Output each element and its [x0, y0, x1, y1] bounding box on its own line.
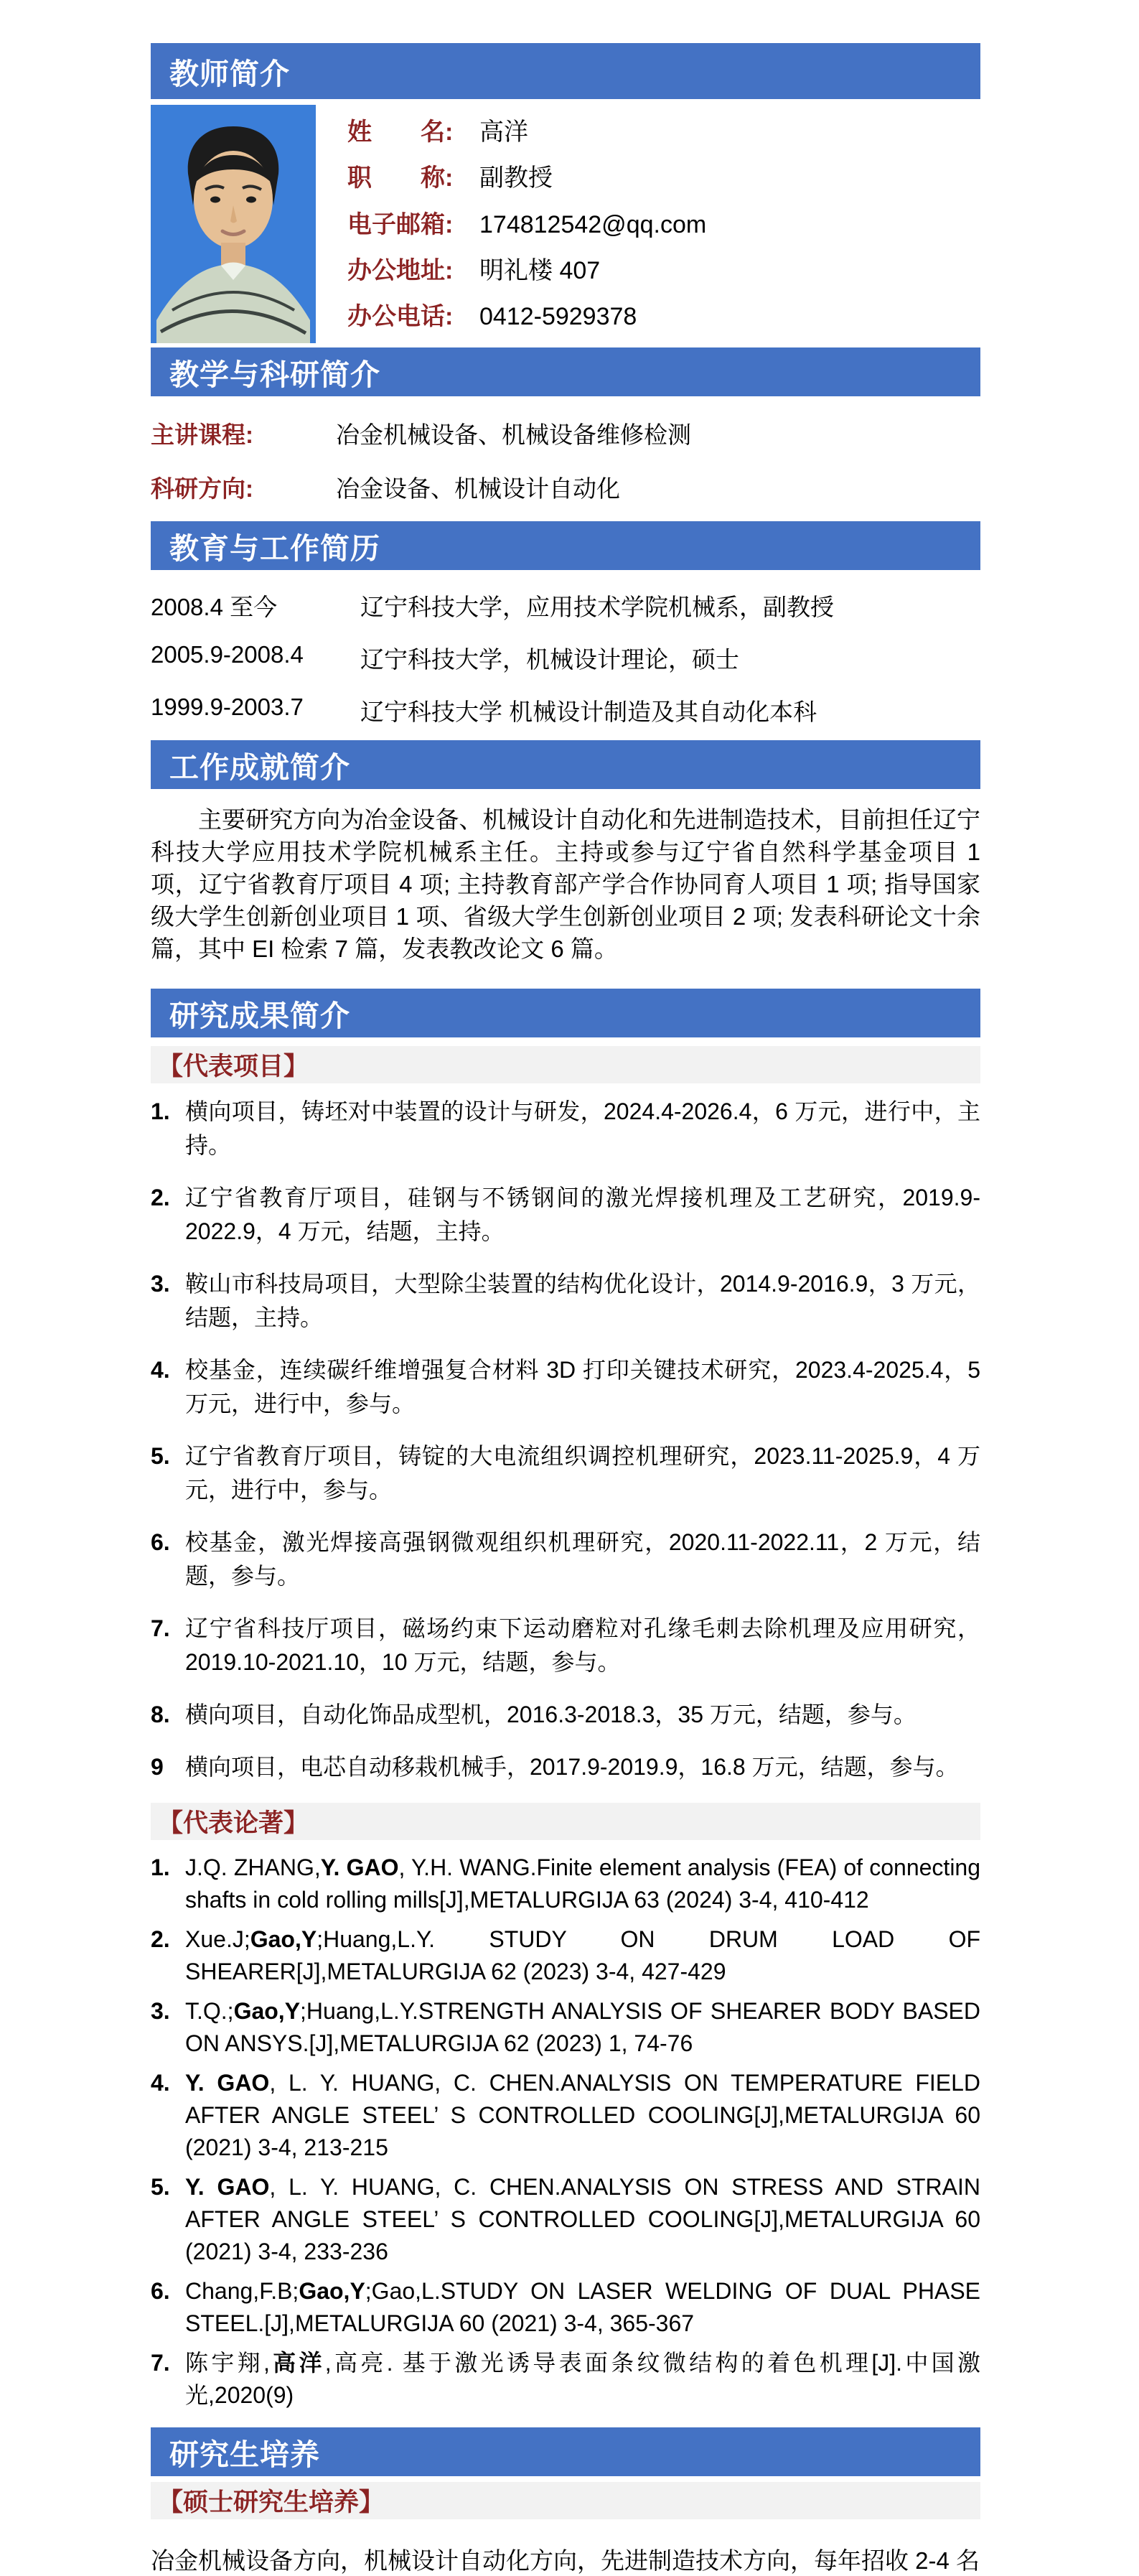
project-item	[151, 1526, 980, 1593]
row-value: 冶金机械设备、机械设备维修检测	[336, 421, 691, 448]
profile-section	[151, 105, 980, 343]
text-segment: , Y.H. WANG.Finite element analysis (FEA) of connecting shafts in cold rolling mills[J],METALURGIJA 63 (2024) 3-4, 410-412	[185, 1854, 981, 1913]
project-text: 辽宁省教育厅项目，铸锭的大电流组织调控机理研究，2023.11-2025.9，4 万元，进行中，参与。	[185, 1443, 980, 1503]
project-text: 横向项目，自动化饰品成型机，2016.3-2018.3，35 万元，结题，参与。	[185, 1702, 917, 1727]
section-header-research	[151, 989, 980, 1037]
teaching-row-direction	[151, 470, 980, 504]
item-number: 6.	[151, 1529, 170, 1555]
graduate-recruit-line: 冶金机械设备方向，机械设计自动化方向，先进制造技术方向，每年招收 2-4 名	[151, 2547, 980, 2574]
subsection-heading-projects	[151, 1046, 980, 1083]
author-highlight: Y. GAO	[185, 2070, 270, 2096]
publication-text	[185, 2347, 980, 2412]
section-title: 教师简介	[169, 57, 290, 90]
author-highlight: 高洋	[269, 2350, 325, 2376]
item-number: 4.	[151, 2070, 170, 2096]
faculty-profile-page	[0, 43, 1139, 2574]
publication-item	[151, 2067, 980, 2164]
subsection-heading-masters	[151, 2482, 980, 2519]
description: 辽宁科技大学 机械设计制造及其自动化本科	[360, 699, 817, 725]
text-segment: , L. Y. HUANG, C. CHEN.ANALYSIS ON TEMPERATURE FIELD AFTER ANGLE STEEL’ S CONTROLLED COOLING[J],METALURGIJA 60 (2021) 3-4, 213-215	[185, 2070, 981, 2160]
field-label: 办公地址:	[347, 256, 454, 284]
row-value: 冶金设备、机械设计自动化	[336, 475, 620, 502]
item-number: 5.	[151, 1443, 170, 1469]
profile-field-name	[347, 112, 980, 147]
text-segment: 陈宇翔,	[185, 2350, 270, 2376]
field-value: 副教授	[479, 164, 553, 192]
publication-item	[151, 1923, 980, 1988]
text-segment: ;Huang,L.Y. STUDY ON DRUM LOAD OF SHEARER[J],METALURGIJA 62 (2023) 3-4, 427-429	[185, 1926, 980, 1984]
item-number: 5.	[151, 2174, 170, 2200]
page-content	[151, 43, 980, 2576]
item-number: 3.	[151, 1271, 170, 1297]
publication-item	[151, 2275, 980, 2340]
row-label: 科研方向:	[151, 475, 253, 502]
profile-photo	[151, 105, 316, 343]
publication-item	[151, 2347, 980, 2412]
education-row	[151, 589, 980, 622]
project-text: 横向项目，铸坯对中装置的设计与研发，2024.4-2026.4，6 万元，进行中，主持。	[185, 1098, 980, 1158]
text-segment: ;Gao,L.STUDY ON LASER WELDING OF DUAL PHASE STEEL.[J],METALURGIJA 60 (2021) 3-4, 365-367	[185, 2278, 980, 2336]
education-row	[151, 641, 980, 675]
project-item	[151, 1698, 980, 1732]
project-text: 辽宁省科技厅项目，磁场约束下运动磨粒对孔缘毛刺去除机理及应用研究，2019.10-2021.10，10 万元，结题，参与。	[185, 1615, 980, 1675]
item-number: 2.	[151, 1926, 170, 1952]
profile-field-office	[347, 251, 980, 286]
text-segment: Chang,F.B;	[185, 2278, 299, 2304]
publications-list	[151, 1852, 980, 2412]
subsection-title: 【代表项目】	[158, 1053, 309, 1081]
field-label: 职 称:	[347, 164, 454, 192]
item-number: 1.	[151, 1098, 170, 1124]
profile-field-email	[347, 205, 980, 240]
text-segment: ;Huang,L.Y.STRENGTH ANALYSIS OF SHEARER BODY BASED ON ANSYS.[J],METALURGIJA 62 (2023) 1, 74-76	[185, 1998, 980, 2056]
period: 2005.9-2008.4	[151, 641, 304, 668]
author-highlight: Y. GAO	[320, 1854, 399, 1880]
item-number: 3.	[151, 1998, 170, 2024]
publication-text	[185, 1852, 980, 1916]
publication-text	[185, 2171, 980, 2268]
project-item	[151, 1181, 980, 1249]
section-header-education	[151, 521, 980, 570]
section-header-teacher-intro	[151, 43, 980, 99]
projects-list	[151, 1095, 980, 1784]
project-item	[151, 1353, 980, 1421]
section-title: 工作成就简介	[169, 750, 350, 784]
subsection-heading-publications	[151, 1803, 980, 1840]
item-number: 7.	[151, 1615, 170, 1641]
text-segment: , L. Y. HUANG, C. CHEN.ANALYSIS ON STRESS AND STRAIN AFTER ANGLE STEEL’ S CONTROLLED COOLING[J],METALURGIJA 60 (2021) 3-4, 233-236	[185, 2174, 981, 2264]
item-number: 1.	[151, 1854, 170, 1880]
section-title: 研究生培养	[169, 2437, 320, 2471]
profile-field-title	[347, 158, 980, 193]
item-number: 2.	[151, 1185, 170, 1210]
achievements-paragraph: 主要研究方向为冶金设备、机械设计自动化和先进制造技术，目前担任辽宁科技大学应用技术学院机械系主任。主持或参与辽宁省自然科学基金项目 1 项，辽宁省教育厅项目 4 项; 主持教育部产学合作协同育人项目 1 项; 指导国家级大学生创新创业项目 1 项、省级大学生创新创业项目 2 项; 发表科研论文十余篇，其中 EI 检索 7 篇，发表教改论文 6 篇。	[151, 806, 980, 962]
publication-item	[151, 2171, 980, 2268]
project-text: 校基金，连续碳纤维增强复合材料 3D 打印关键技术研究，2023.4-2025.4，5 万元，进行中，参与。	[185, 1357, 980, 1417]
description: 辽宁科技大学，机械设计理论，硕士	[360, 646, 739, 673]
text-segment: ,高亮. 基于激光诱导表面条纹微结构的着色机理[J].中国激光,2020(9)	[185, 2350, 980, 2408]
teaching-row-courses	[151, 416, 980, 450]
author-highlight: Gao,Y	[250, 1926, 317, 1952]
description: 辽宁科技大学，应用技术学院机械系，副教授	[360, 594, 834, 620]
section-title: 研究成果简介	[169, 999, 350, 1032]
period: 2008.4 至今	[151, 594, 278, 620]
publication-text	[185, 2067, 980, 2164]
field-value: 高洋	[479, 118, 528, 146]
section-title: 教育与工作简历	[169, 531, 380, 565]
field-value: 0412-5929378	[479, 303, 637, 330]
item-number: 7.	[151, 2350, 170, 2376]
item-number: 9	[151, 1754, 164, 1780]
project-item	[151, 1267, 980, 1335]
period: 1999.9-2003.7	[151, 694, 304, 720]
project-item	[151, 1439, 980, 1507]
section-header-teaching	[151, 347, 980, 396]
field-value: 明礼楼 407	[479, 256, 601, 284]
project-item	[151, 1750, 980, 1784]
profile-info	[347, 105, 980, 343]
field-label: 姓 名:	[347, 118, 454, 146]
item-number: 4.	[151, 1357, 170, 1383]
profile-field-phone	[347, 297, 980, 332]
publication-text	[185, 1995, 980, 2060]
publication-item	[151, 1995, 980, 2060]
item-number: 8.	[151, 1702, 170, 1727]
project-text: 横向项目，电芯自动移栽机械手，2017.9-2019.9，16.8 万元，结题，参与。	[185, 1754, 959, 1780]
field-value: 174812542@qq.com	[479, 210, 707, 238]
text-segment: Xue.J;	[185, 1926, 250, 1952]
project-text: 校基金，激光焊接高强钢微观组织机理研究，2020.11-2022.11，2 万元，结题，参与。	[185, 1529, 980, 1589]
author-highlight: Y. GAO	[185, 2174, 270, 2200]
project-text: 鞍山市科技局项目，大型除尘装置的结构优化设计，2014.9-2016.9，3 万元，结题，主持。	[185, 1271, 980, 1330]
publication-item	[151, 1852, 980, 1916]
publication-text	[185, 1923, 980, 1988]
item-number: 6.	[151, 2278, 170, 2304]
subsection-title: 【代表论著】	[158, 1809, 309, 1837]
field-label: 电子邮箱:	[347, 210, 454, 238]
section-header-graduate	[151, 2427, 980, 2476]
publication-text	[185, 2275, 980, 2340]
education-row	[151, 694, 980, 727]
text-segment: J.Q. ZHANG,	[185, 1854, 321, 1880]
section-title: 教学与科研简介	[169, 358, 380, 391]
row-label: 主讲课程:	[151, 421, 253, 448]
author-highlight: Gao,Y	[299, 2278, 365, 2304]
project-item	[151, 1612, 980, 1679]
field-label: 办公电话:	[347, 303, 454, 330]
subsection-title: 【硕士研究生培养】	[158, 2488, 385, 2516]
section-header-achievements	[151, 740, 980, 789]
project-text: 辽宁省教育厅项目，硅钢与不锈钢间的激光焊接机理及工艺研究，2019.9-2022.9，4 万元，结题，主持。	[185, 1185, 980, 1244]
text-segment: T.Q.;	[185, 1998, 234, 2024]
author-highlight: Gao,Y	[233, 1998, 301, 2024]
project-item	[151, 1095, 980, 1162]
